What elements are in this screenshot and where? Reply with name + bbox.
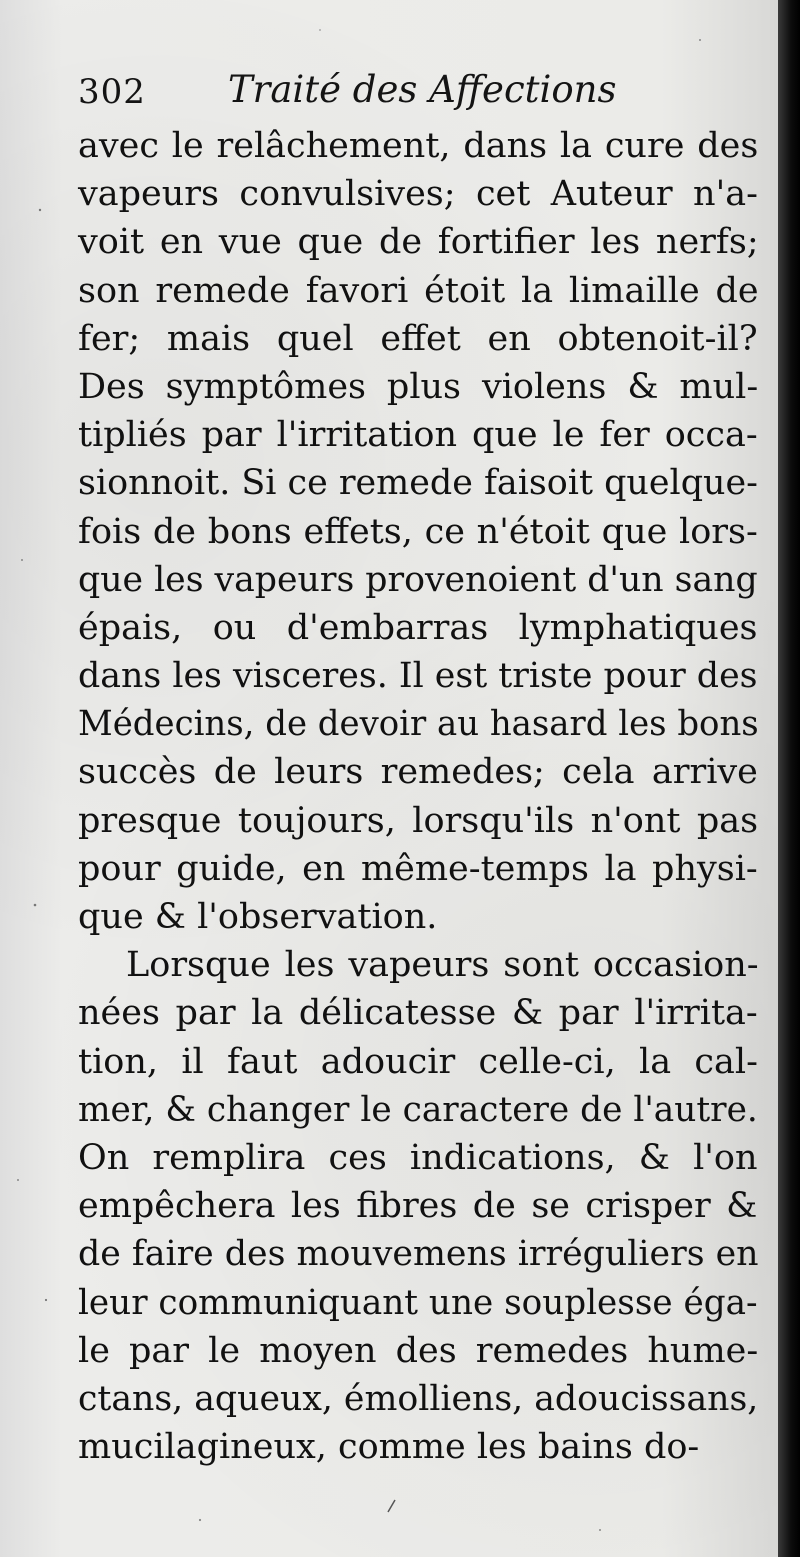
text-line: presque toujours, lorsqu'ils n'ont pas	[78, 800, 759, 841]
text-line: son remede favori étoit la limaille de	[78, 270, 759, 311]
text-line: fois de bons effets, ce n'étoit que lors-	[78, 511, 758, 552]
text-line: que les vapeurs provenoient d'un sang	[78, 559, 758, 600]
text-line: que & l'observation.	[78, 897, 438, 937]
text-line: Médecins, de devoir au hasard les bons	[78, 704, 759, 745]
text-line: mucilagineux, comme les bains do-	[78, 1427, 700, 1468]
text-line: mer, & changer le caractere de l'autre.	[78, 1089, 758, 1130]
text-line: tipliés par l'irritation que le fer occa-	[78, 415, 758, 456]
text-line: empêchera les fibres de se crisper &	[78, 1186, 758, 1227]
scan-edge	[778, 0, 800, 1557]
text-line: Lorsque les vapeurs sont occasion-	[126, 945, 759, 986]
text-line: Des symptômes plus violens & mul-	[78, 366, 759, 407]
text-line: vapeurs convulsives; cet Auteur n'a-	[78, 174, 758, 215]
text-line: épais, ou d'embarras lymphatiques	[78, 607, 758, 648]
text-line: succès de leurs remedes; cela arrive	[78, 752, 758, 793]
text-line: tion, il faut adoucir celle-ci, la cal-	[78, 1041, 758, 1082]
text-line: avec le relâchement, dans la cure des	[78, 126, 759, 166]
text-line: leur communiquant une souplesse éga-	[78, 1282, 758, 1323]
body-text	[78, 122, 768, 1471]
page-number: 302	[78, 72, 146, 112]
text-line: ctans, aqueux, émolliens, adoucissans,	[78, 1378, 759, 1419]
text-line: fer; mais quel effet en obtenoit-il?	[78, 318, 758, 359]
text-line: de faire des mouvemens irréguliers en	[78, 1234, 759, 1275]
text-line: dans les visceres. Il est triste pour des	[78, 656, 758, 697]
text-line: On remplira ces indications, & l'on	[78, 1137, 758, 1178]
text-line: pour guide, en même-temps la physi-	[78, 848, 758, 889]
running-title: Traité des Affections	[228, 68, 617, 111]
text-line: le par le moyen des remedes hume-	[78, 1330, 759, 1371]
text-line: sionnoit. Si ce remede faisoit quelque-	[78, 463, 758, 504]
page-header	[78, 66, 638, 122]
text-line: nées par la délicatesse & par l'irrita-	[78, 993, 758, 1034]
text-line: voit en vue que de fortifier les nerfs;	[78, 222, 759, 263]
